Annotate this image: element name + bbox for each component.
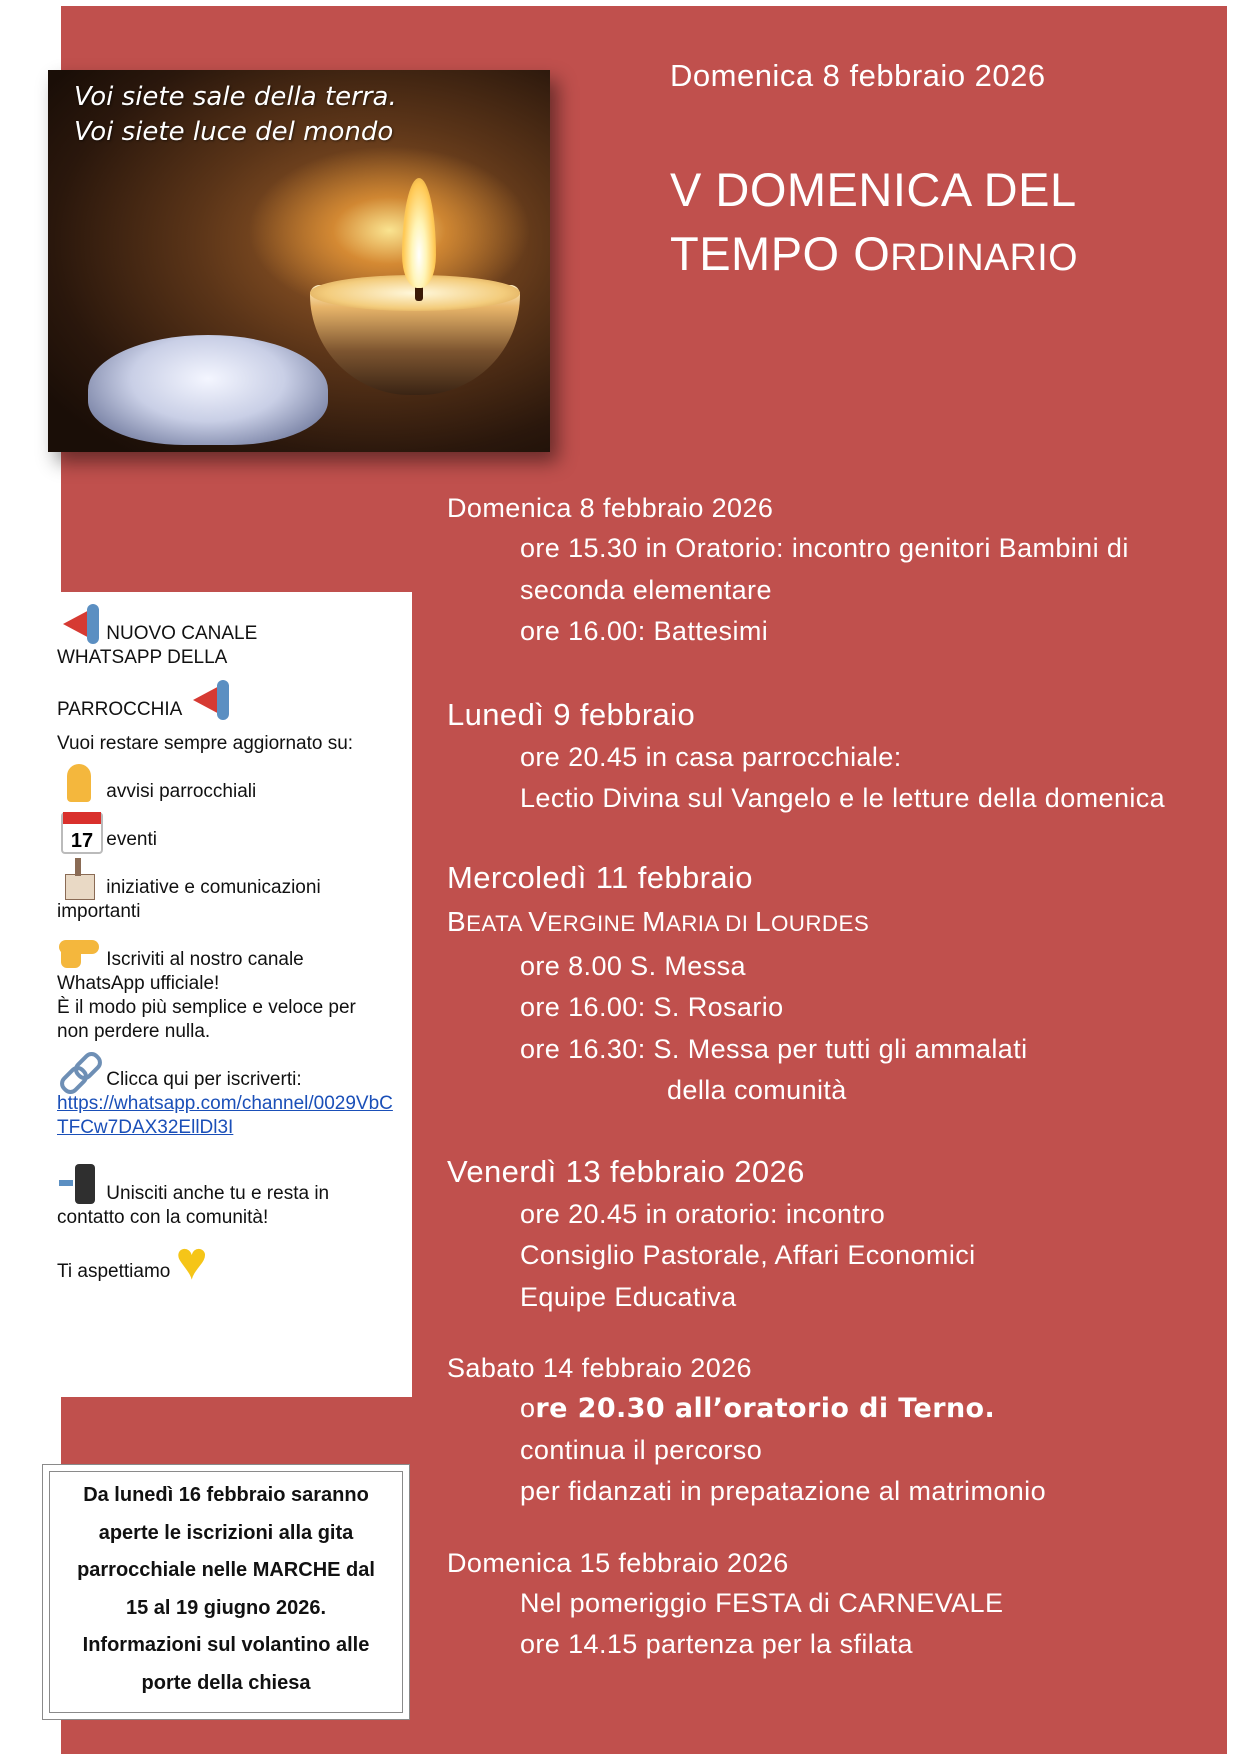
day-title: Domenica 8 febbraio 2026 xyxy=(447,493,774,523)
title-rest-ordinario: RDINARIO xyxy=(890,236,1078,278)
church-icon xyxy=(57,856,101,900)
flame-icon xyxy=(402,178,436,288)
schedule-line: seconda elementare xyxy=(520,574,772,605)
caption-line-2: Voi siete luce del mondo xyxy=(74,117,394,147)
schedule-day-6 xyxy=(447,1543,1227,1666)
schedule-day-3 xyxy=(447,856,1227,1112)
notice-line: Informazioni sul volantino alle xyxy=(82,1634,370,1656)
notice-line: 15 al 19 giugno 2026. xyxy=(125,1596,327,1619)
notice-line: parrocchiale nelle MARCHE dal xyxy=(77,1559,375,1581)
feast-part: OURDES xyxy=(770,910,870,936)
schedule-day-1 xyxy=(447,488,1227,653)
wa-cta-text: WhatsApp ufficiale! xyxy=(57,973,220,994)
wa-wait xyxy=(57,1240,402,1284)
megaphone-icon xyxy=(187,678,231,722)
yellow-heart-icon xyxy=(176,1240,220,1284)
schedule-line-start: o xyxy=(520,1393,536,1423)
schedule-day-5 xyxy=(447,1348,1227,1513)
notice-line: porte della chiesa xyxy=(141,1671,311,1694)
wa-cta-text: Iscriviti al nostro canale xyxy=(106,949,304,970)
feast-initial: M xyxy=(642,905,666,937)
schedule-line: Lectio Divina sul Vangelo e le letture della domenica xyxy=(520,783,1166,813)
schedule-line: ore 16.00: S. Rosario xyxy=(520,992,784,1022)
schedule-line: ore 16.00: Battesimi xyxy=(520,616,769,646)
notice-line: aperte le iscrizioni alla gita xyxy=(98,1521,354,1544)
wa-join-text: contatto con la comunità! xyxy=(57,1207,269,1228)
wa-item xyxy=(57,856,402,900)
salt-pile xyxy=(88,335,328,445)
day-title: Mercoledì 11 febbraio xyxy=(447,859,753,895)
wa-join-text: Unisciti anche tu e resta in xyxy=(106,1183,330,1204)
wa-item-text: eventi xyxy=(106,829,157,850)
schedule-line: Nel pomeriggio FESTA di CARNEVALE xyxy=(520,1587,1004,1618)
wa-item xyxy=(57,760,402,804)
wa-cta-text: non perdere nulla. xyxy=(57,1021,211,1042)
feast-name xyxy=(447,900,1227,946)
header-date: Domenica 8 febbraio 2026 xyxy=(670,58,1046,93)
schedule-line: Consiglio Pastorale, Affari Economici xyxy=(520,1240,976,1270)
page-title xyxy=(670,158,1078,289)
schedule-line-bold: re 20.30 all’oratorio di Terno. xyxy=(535,1393,996,1424)
feast-part: EATA xyxy=(466,910,529,936)
title-word-tempo: TEMPO xyxy=(670,227,854,280)
wa-heading-text: NUOVO CANALE xyxy=(106,623,258,644)
schedule-line: ore 20.45 in oratorio: incontro xyxy=(520,1198,886,1229)
wa-heading-line-1 xyxy=(57,602,402,646)
schedule-day-4 xyxy=(447,1150,1227,1319)
mobile-phone-icon xyxy=(57,1162,101,1206)
wa-item xyxy=(57,808,402,852)
wa-item-text: importanti xyxy=(57,901,141,922)
wa-join xyxy=(57,1162,402,1206)
schedule-line: per fidanzati in prepatazione al matrimonio xyxy=(520,1476,1046,1506)
schedule-line: della comunità xyxy=(667,1075,847,1105)
whatsapp-channel-link[interactable]: https://whatsapp.com/channel/0029VbCTFCw7DAX32EllDl3I xyxy=(57,1093,393,1138)
title-line-1: V DOMENICA DEL xyxy=(670,163,1077,216)
schedule-line: ore 8.00 S. Messa xyxy=(520,950,746,981)
feast-initial: B xyxy=(447,905,467,937)
schedule-line: Equipe Educativa xyxy=(520,1281,737,1312)
feast-part: ARIA DI xyxy=(665,910,755,936)
day-title: Domenica 15 febbraio 2026 xyxy=(447,1547,789,1578)
day-title: Sabato 14 febbraio 2026 xyxy=(447,1353,752,1383)
trip-notice-box xyxy=(42,1464,410,1720)
notice-text xyxy=(57,1477,395,1702)
feast-initial: L xyxy=(754,905,771,937)
wa-cta xyxy=(57,928,402,972)
title-initial-o: O xyxy=(853,227,891,280)
whatsapp-channel-box xyxy=(42,592,412,1397)
schedule-day-2 xyxy=(447,693,1227,820)
salt-and-light-photo xyxy=(48,70,550,452)
day-title: Lunedì 9 febbraio xyxy=(447,696,696,732)
photo-caption xyxy=(74,80,397,150)
wa-wait-text: Ti aspettiamo xyxy=(57,1261,171,1282)
day-title: Venerdì 13 febbraio 2026 xyxy=(447,1153,805,1189)
wa-heading-text: WHATSAPP DELLA xyxy=(57,647,228,668)
schedule-line: continua il percorso xyxy=(520,1434,763,1465)
title-line-2 xyxy=(670,222,1078,289)
folded-hands-icon xyxy=(57,760,101,804)
megaphone-icon xyxy=(57,602,101,646)
wa-link-line xyxy=(57,1092,402,1140)
schedule-line: ore 15.30 in Oratorio: incontro genitori Bambini di xyxy=(520,533,1129,563)
wa-heading-text: PARROCCHIA xyxy=(57,699,182,720)
schedule-line: ore 14.15 partenza per la sfilata xyxy=(520,1629,913,1659)
schedule-line: ore 20.45 in casa parrocchiale: xyxy=(520,741,902,772)
feast-initial: V xyxy=(528,905,548,937)
schedule-line-highlight xyxy=(447,1388,1227,1430)
feast-part: ERGINE xyxy=(547,910,643,936)
wa-item-text: avvisi parrocchiali xyxy=(106,781,257,802)
weekly-schedule xyxy=(447,488,1227,1666)
calendar-icon xyxy=(57,808,101,852)
pointing-finger-icon xyxy=(57,928,101,972)
wa-heading-line-3 xyxy=(57,678,402,722)
caption-line-1: Voi siete sale della terra. xyxy=(74,82,397,112)
wa-cta-text: È il modo più semplice e veloce per xyxy=(57,997,356,1018)
wa-intro: Vuoi restare sempre aggiornato su: xyxy=(57,733,354,754)
schedule-line: ore 16.30: S. Messa per tutti gli ammalati xyxy=(520,1033,1028,1064)
wa-click xyxy=(57,1048,402,1092)
link-icon xyxy=(57,1048,101,1092)
wa-item-text: iniziative e comunicazioni xyxy=(106,877,321,898)
notice-line: Da lunedì 16 febbraio saranno xyxy=(83,1484,369,1506)
wa-click-text: Clicca qui per iscriverti: xyxy=(106,1069,302,1090)
